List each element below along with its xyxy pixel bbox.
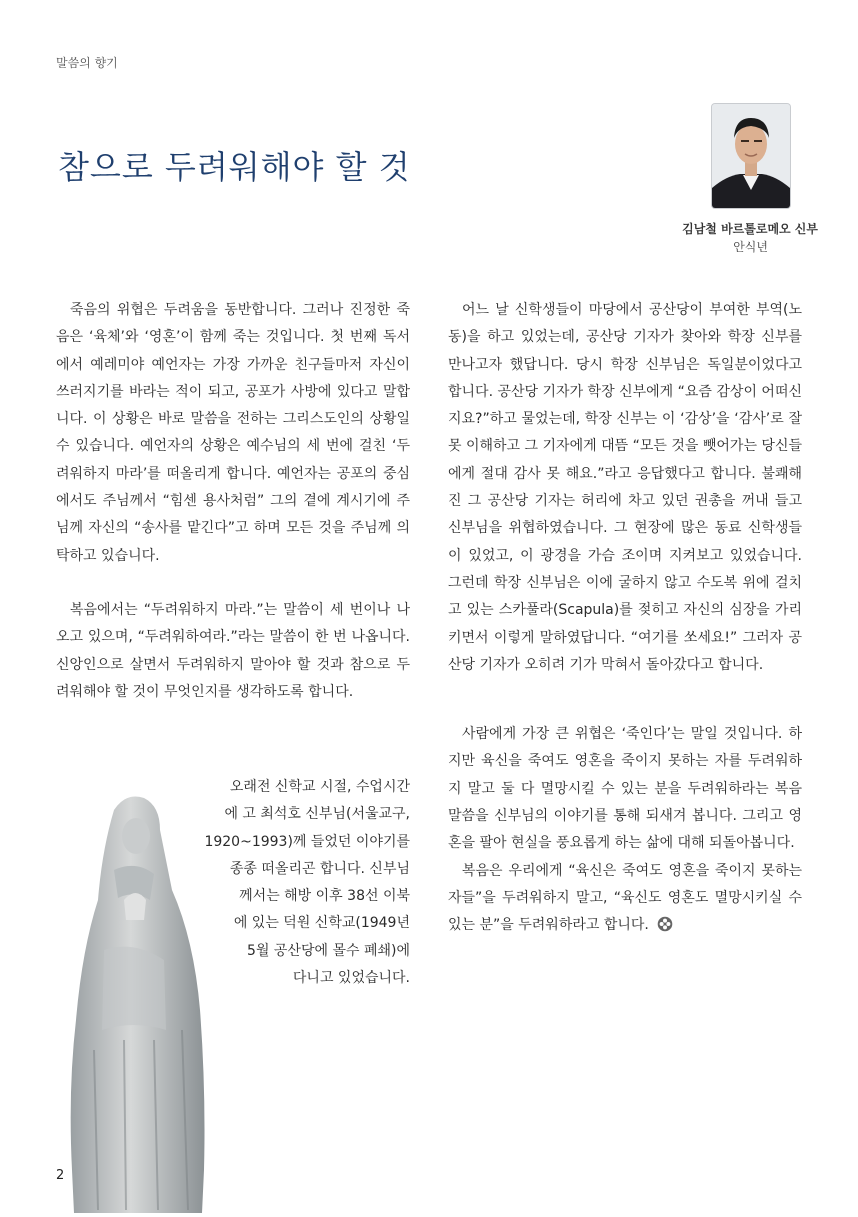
statue-paragraph (196, 774, 410, 992)
left-paragraph-2: 복음에서는 “두려워하지 마라.”는 말씀이 세 번이나 나오고 있으며, “두려워하여라.”라는 말씀이 한 번 나옵니다. 신앙인으로 살면서 두려워하지 말아야 할 것과 참으로 두려워해야 할 것이 무엇인지를 생각하도록 합니다. (56, 601, 410, 700)
right-paragraph-3-text: 복음은 우리에게 “육신은 죽여도 영혼을 죽이지 못하는 자들”을 두려워하지 말고, “육신도 영혼도 멸망시키실 수 있는 분”을 두려워하라고 합니다. (448, 862, 802, 934)
statue-line: 오래전 신학교 시절, 수업시간 (229, 779, 410, 795)
author-name: 김남철 바르톨로메오 신부 (682, 222, 818, 236)
page-title: 참으로 두려워해야 할 것 (58, 148, 411, 186)
statue-line: 1920~1993)께 들었던 이야기를 (204, 833, 410, 850)
flower-end-icon (657, 916, 673, 932)
statue-line: 에 있는 덕원 신학교(1949년 (233, 915, 410, 932)
statue-line: 5월 공산당에 몰수 폐쇄)에 (247, 942, 410, 959)
left-paragraph-1: 죽음의 위협은 두려움을 동반합니다. 그러나 진정한 죽음은 ‘육체’와 ‘영혼’이 함께 죽는 것입니다. 첫 번째 독서에서 예레미야 예언자는 가장 가까운 친구들마저 자신이 쓰러지기를 바라는 적이 되고, 공포가 사방에 있다고 말합니다. 이 상황은 바로 말씀을 전하는 그리스도인의 상황일 수 있습니다. 예언자의 상황은 예수님의 세 번에 걸친 ‘두려워하지 마라’를 떠올리게 합니다. 예언자는 공포의 중심에서도 주님께서 “힘센 용사처럼” 그의 곁에 계시기에 주님께 자신의 “송사를 맡긴다”고 하며 모든 것을 주님께 의탁하고 있습니다. (56, 302, 410, 564)
page-number: 2 (56, 1168, 65, 1183)
author-parish: 안식년 (733, 240, 768, 254)
right-paragraph-1: 어느 날 신학생들이 마당에서 공산당이 부여한 부역(노동)을 하고 있었는데, 공산당 기자가 찾아와 학장 신부를 만나고자 했답니다. 당시 학장 신부님은 독일분이었다고 합니다. 공산당 기자가 학장 신부에게 “요즘 감상이 어떠신지요?”하고 물었는데, 학장 신부는 이 ‘감상’을 ‘감사’로 잘못 이해하고 그 기자에게 대뜸 “모든 것을 뺏어가는 당신들에게 절대 감사 못 해요.”라고 응답했다고 합니다. 불쾌해진 그 공산당 기자는 허리에 차고 있던 권총을 꺼내 들고 신부님을 위협하였습니다. 그 현장에 많은 동료 신학생들이 있었고, 이 광경을 가슴 조이며 지켜보고 있었습니다. 그런데 학장 신부님은 이에 굴하지 않고 수도복 위에 걸치고 있는 스카풀라(Scapula)를 젖히고 자신의 심장을 가리키면서 이렇게 말하였답니다. “여기를 쏘세요!” 그러자 공산당 기자가 오히려 기가 막혀서 돌아갔다고 합니다. (448, 302, 802, 673)
right-paragraph-3 (448, 858, 802, 940)
statue-line: 에 고 최석호 신부님(서울교구, (224, 806, 410, 823)
section-label: 말씀의 향기 (56, 56, 118, 70)
virgin-mary-statue (54, 790, 214, 1213)
right-paragraph-2: 사람에게 가장 큰 위협은 ‘죽인다’는 말일 것입니다. 하지만 육신을 죽여도 영혼을 죽이지 못하는 자를 두려워하지 말고 둘 다 멸망시킬 수 있는 분을 두려워하라는 복음 말씀을 신부님의 이야기를 통해 되새겨 봅니다. 그리고 영혼을 팔아 현실을 풍요롭게 하는 삶에 대해 되돌아봅니다. (448, 726, 802, 852)
left-column (56, 297, 410, 706)
right-column (448, 297, 802, 940)
author-photo (712, 104, 790, 208)
statue-line: 께서는 해방 이후 38선 이북 (239, 888, 410, 905)
statue-line: 다니고 있었습니다. (292, 970, 410, 987)
statue-line: 종종 떠올리곤 합니다. 신부님 (229, 860, 410, 877)
